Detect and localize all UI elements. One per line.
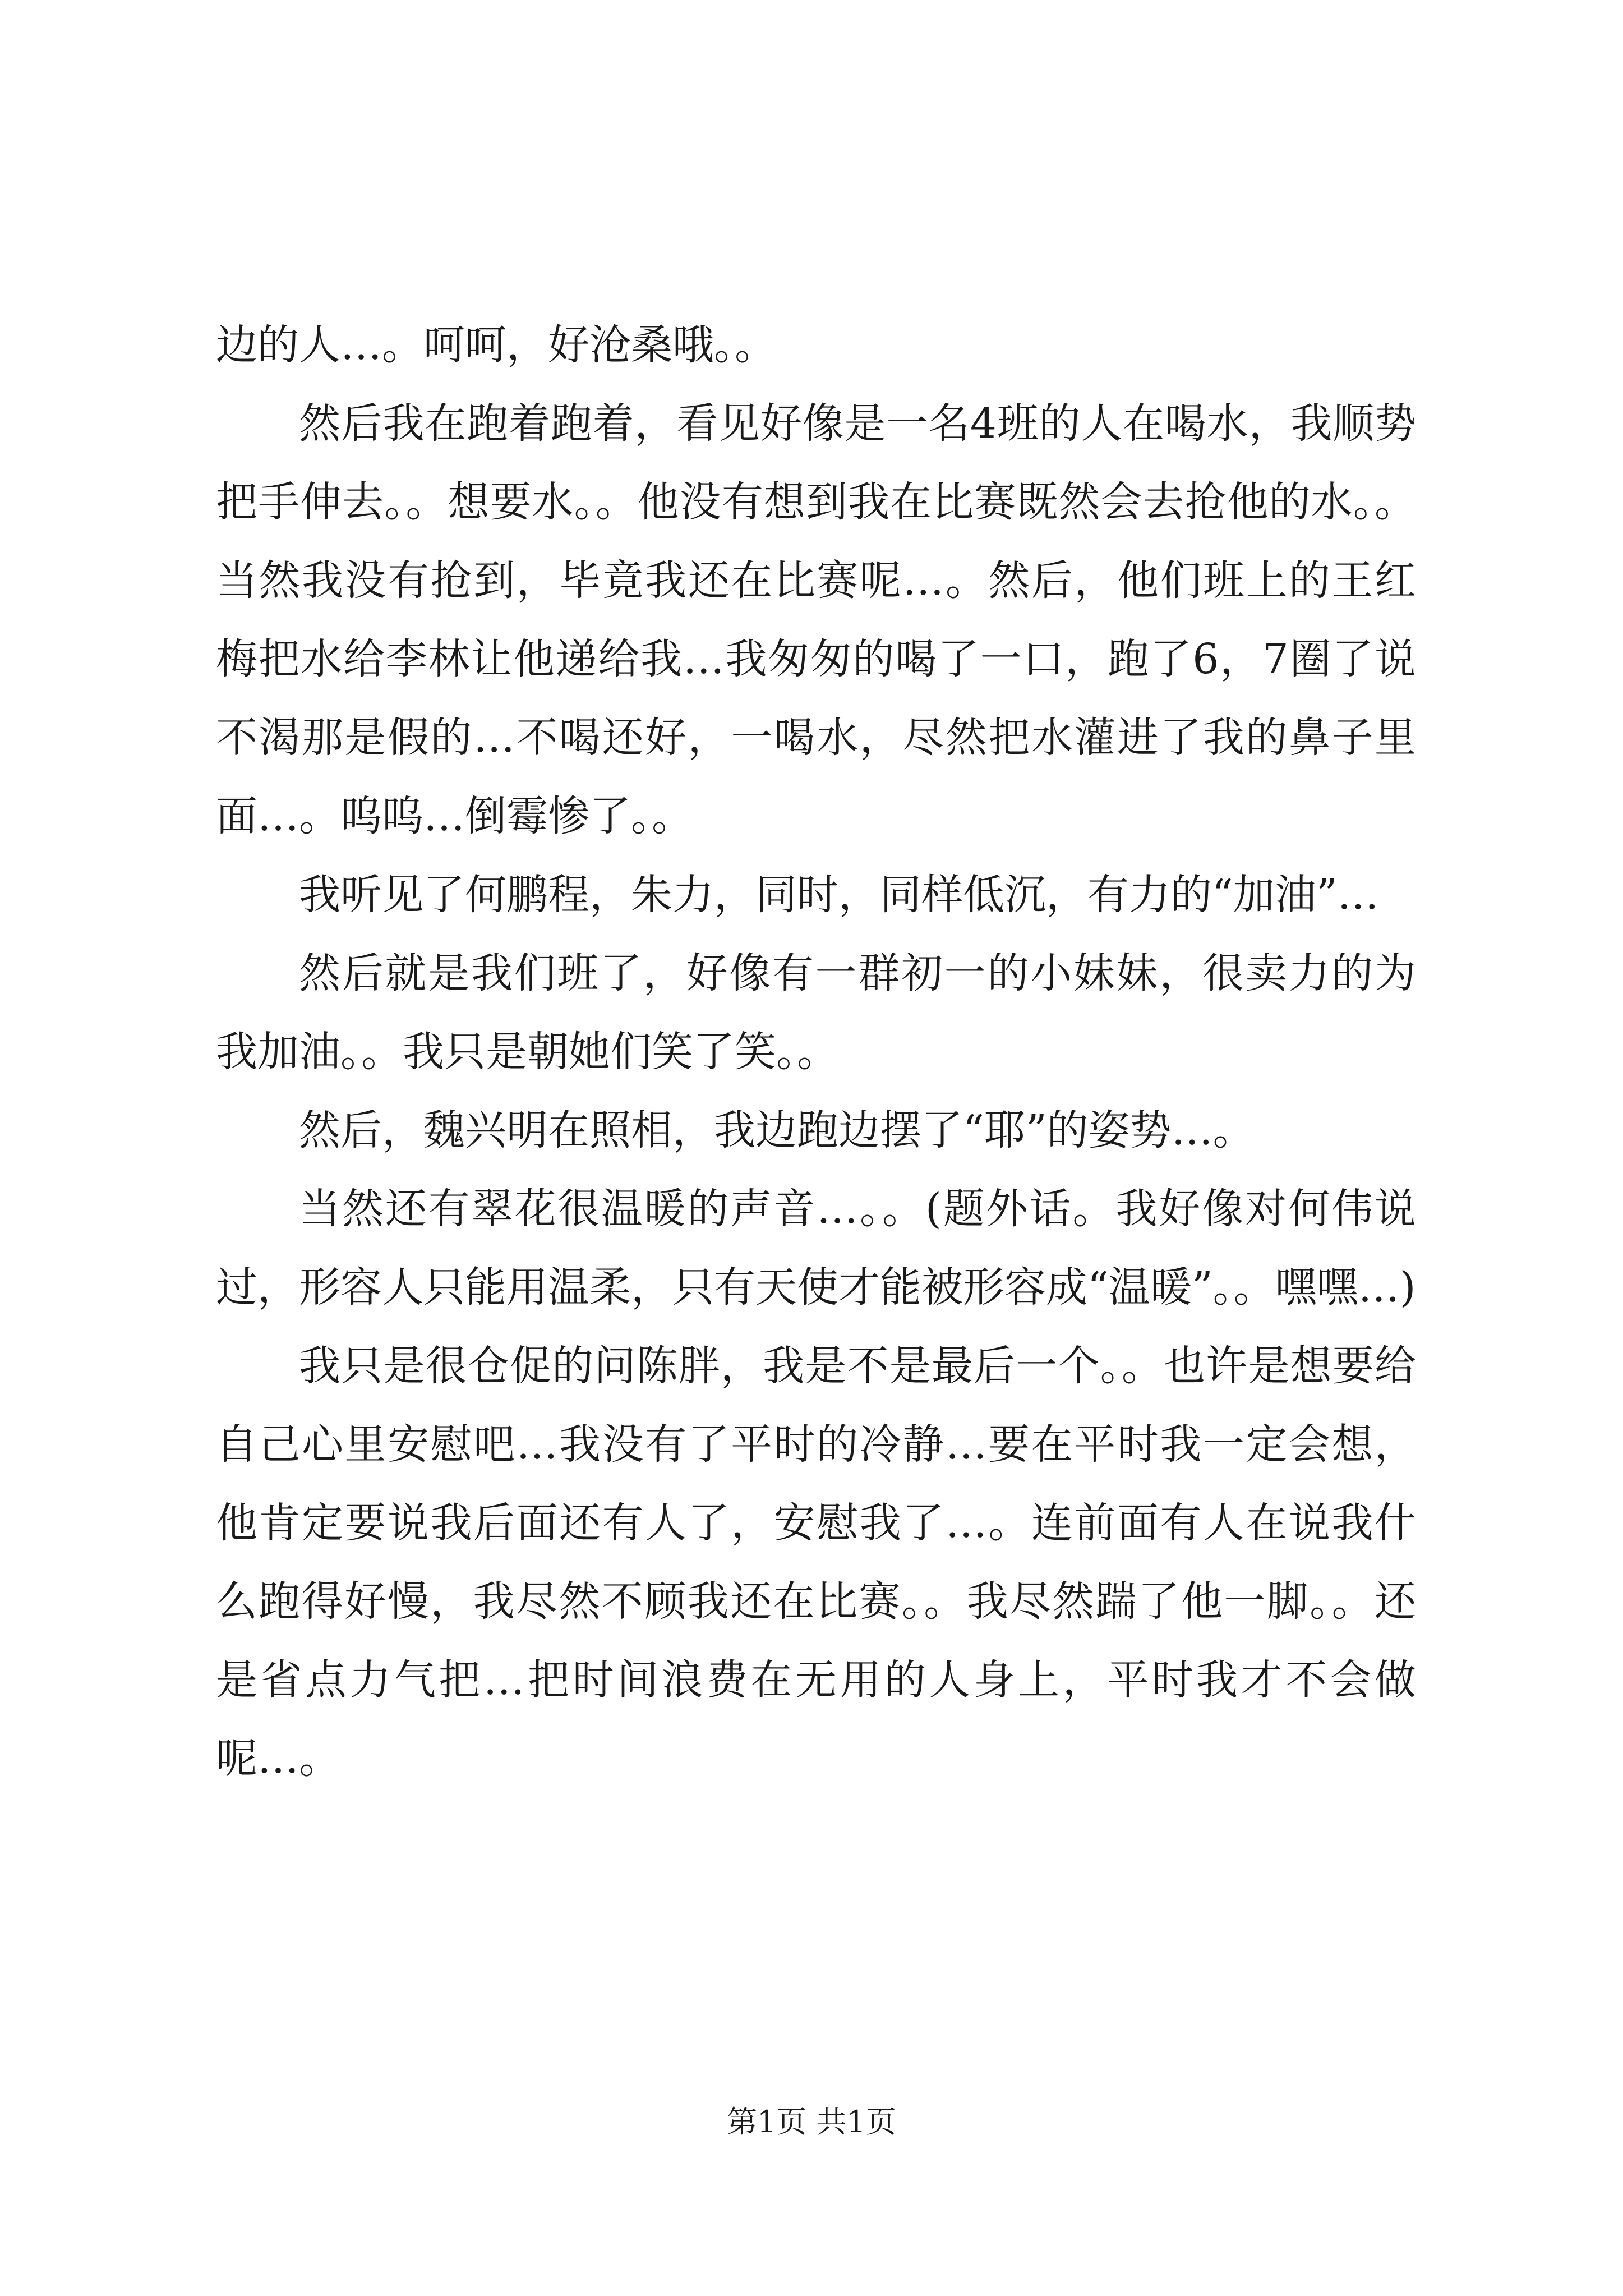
paragraph: 我听见了何鹏程，朱力，同时，同样低沉，有力的“加油”… [299,871,1379,919]
paragraph: 然后我在跑着跑着，看见好像是一名4班的人在喝水，我顺势把手伸去。。想要水。。他没有想到我在比赛既然会去抢他的水。。当然我没有抢到，毕竟我还在比赛呢…。然后，他们班上的王红梅把水给李林让他递给我…我匆匆的喝了一口，跑了6，7圈了说不渴那是假的…不喝还好，一喝水，尽然把水灌进了我的鼻子里面…。呜呜…倒霉惨了。。 [216,399,1416,840]
document-body [216,306,1416,1798]
paragraph: 然后，魏兴明在照相，我边跑边摆了“耶”的姿势…。 [299,1106,1255,1154]
paragraph: 当然还有翠花很温暖的声音…。。(题外话。我好像对何伟说过，形容人只能用温柔，只有天使才能被形容成“温暖”。。嘿嘿…) [216,1185,1416,1312]
paragraph-continuation: 边的人…。呵呵，好沧桑哦。。 [216,321,776,369]
paragraph: 我只是很仓促的问陈胖，我是不是最后一个。。也许是想要给自己心里安慰吧…我没有了平时的冷静…要在平时我一定会想，他肯定要说我后面还有人了，安慰我了…。连前面有人在说我什么跑得好慢，我尽然不顾我还在比赛。。我尽然踹了他一脚。。还是省点力气把…把时间浪费在无用的人身上，平时我才不会做呢…。 [216,1342,1416,1783]
paragraph: 然后就是我们班了，好像有一群初一的小妹妹，很卖力的为我加油。。我只是朝她们笑了笑。。 [216,949,1416,1076]
page-number-footer: 第1页 共1页 [727,2104,896,2139]
